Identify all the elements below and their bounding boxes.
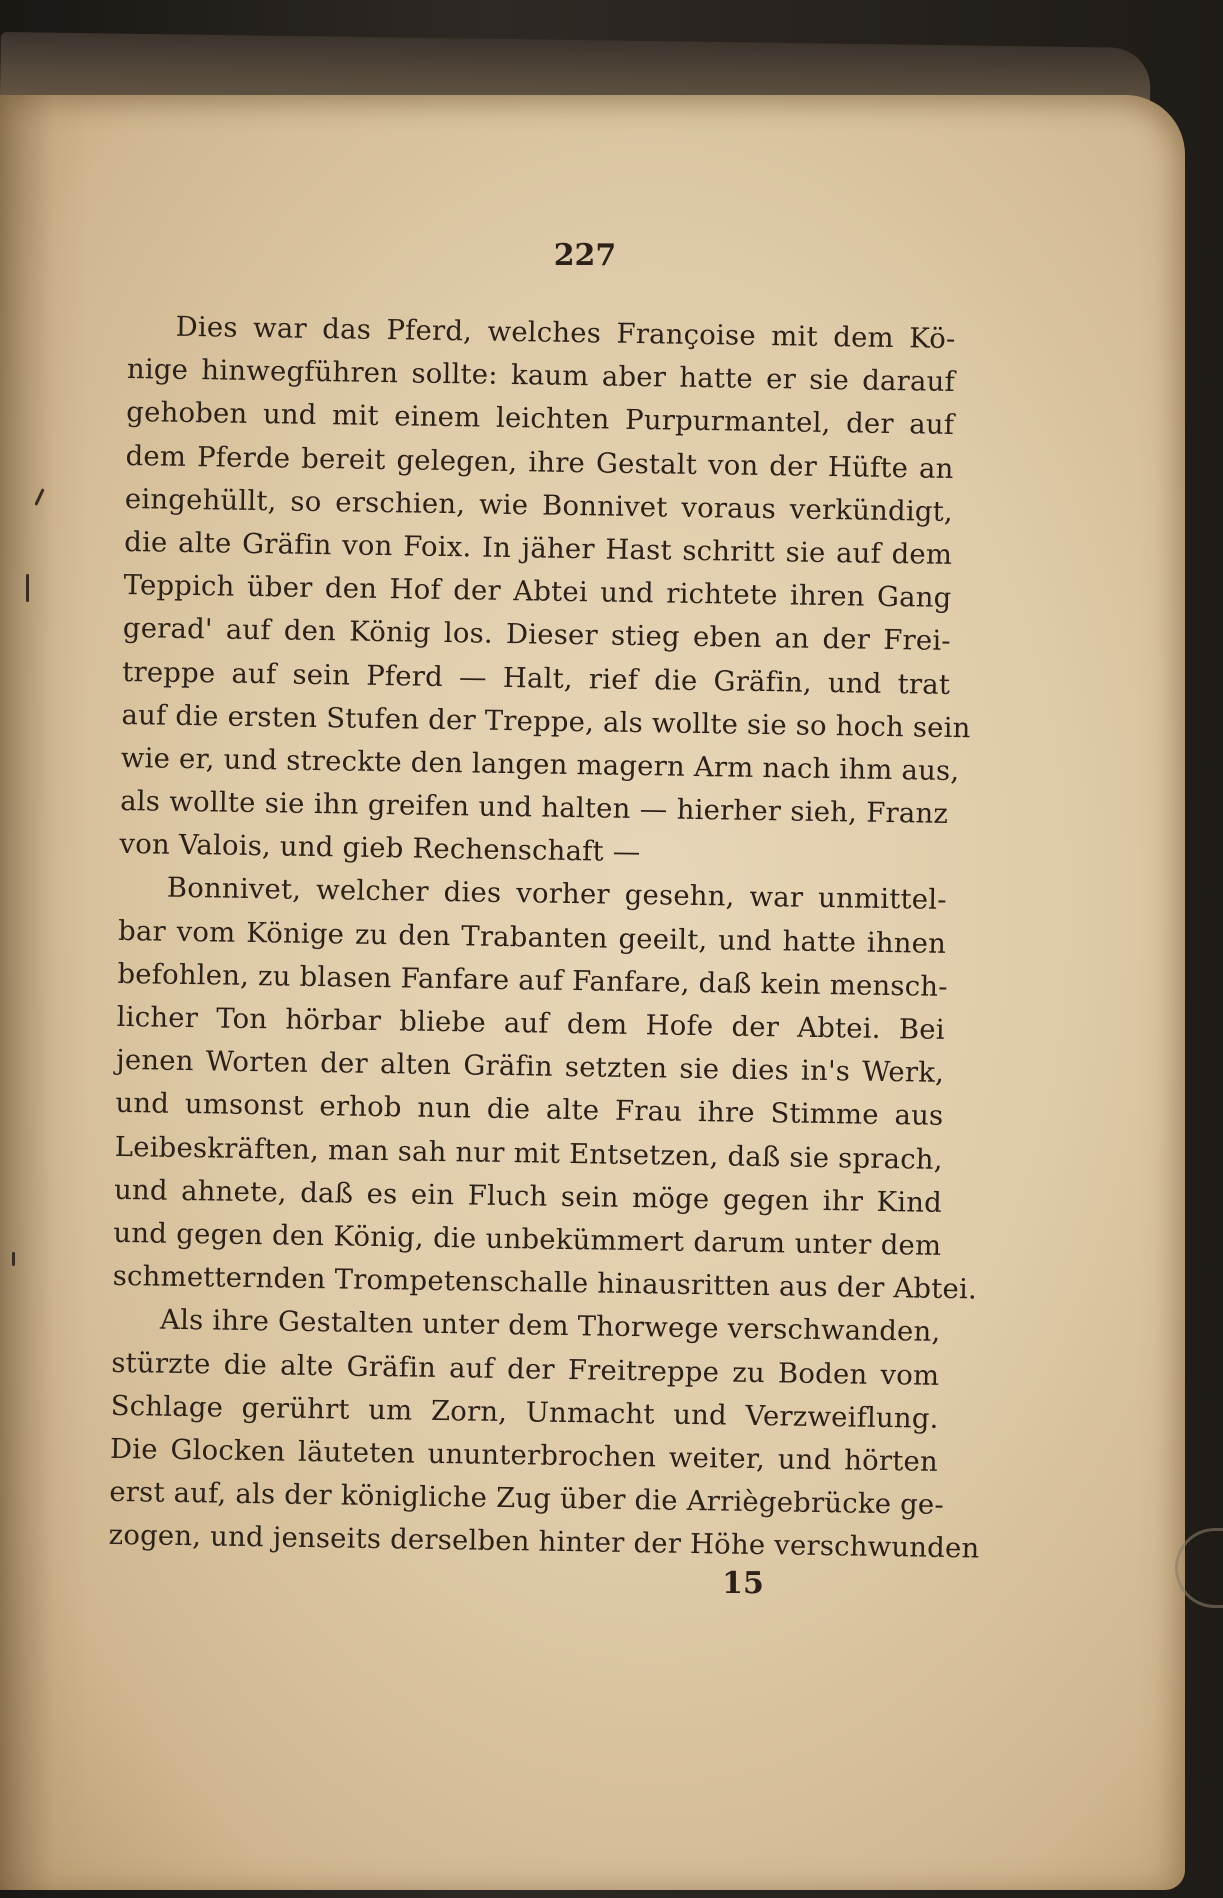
text-line: zogen, und jenseits derselben hinter der Höhe verschwunden: [108, 1519, 980, 1565]
text-line: schmetternden Trompetenschalle hinausritten aus der Abtei.: [112, 1260, 978, 1306]
text-line: treppe auf sein Pferd — Halt, rief die Gräfin, und trat: [121, 655, 951, 701]
margin-pencil-mark: [12, 1252, 15, 1266]
text-line: jenen Worten der alten Gräfin setzten sie dies in's Werk,: [115, 1044, 945, 1090]
text-line: befohlen, zu blasen Fanfare auf Fanfare, daß kein mensch-: [117, 957, 948, 1003]
text-line: gerad' auf den König los. Dieser stieg eben an der Frei-: [122, 612, 952, 658]
text-line: licher Ton hörbar bliebe auf dem Hofe der Abtei. Bei: [116, 1000, 945, 1046]
text-line: Teppich über den Hof der Abtei und richtete ihren Gang: [123, 569, 952, 615]
text-line: stürzte die alte Gräfin auf der Freitreppe zu Boden vom: [111, 1346, 940, 1392]
page-gutter-shadow: [0, 95, 90, 1890]
text-line: und gegen den König, die unbekümmert darum unter dem: [113, 1216, 942, 1262]
text-line: als wollte sie ihn greifen und halten — hierher sieh, Franz: [119, 785, 949, 831]
text-line: Als ihre Gestalten unter dem Thorwege verschwanden,: [159, 1303, 941, 1349]
text-line: Leibeskräften, man sah nur mit Entsetzen, daß sie sprach,: [114, 1130, 943, 1176]
text-line: gehoben und mit einem leichten Purpurmantel, der auf: [126, 396, 955, 442]
text-line: Die Glocken läuteten ununterbrochen weiter, und hörten: [109, 1432, 939, 1478]
text-line: wie er, und streckte den langen magern Arm nach ihm aus,: [120, 741, 960, 787]
page-number: 227: [553, 238, 617, 273]
text-line: von Valois, und gieb Rechenschaft —: [119, 828, 641, 869]
signature-mark: 15: [722, 1566, 764, 1601]
text-line: die alte Gräfin von Foix. In jäher Hast schritt sie auf dem: [124, 525, 953, 571]
text-line: erst auf, als der königliche Zug über die Arriègebrücke ge-: [109, 1475, 945, 1522]
text-line: Schlage gerührt um Zorn, Unmacht und Verzweiflung.: [110, 1389, 939, 1435]
text-line: Bonnivet, welcher dies vorher gesehn, war unmittel-: [166, 872, 948, 917]
text-line: Dies war das Pferd, welches Françoise mit dem Kö-: [175, 310, 956, 356]
text-line: nige hinwegführen sollte: kaum aber hatte er sie darauf: [126, 353, 956, 399]
text-line: bar vom Könige zu den Trabanten geeilt, und hatte ihnen: [117, 914, 947, 960]
text-line: eingehüllt, so erschien, wie Bonnivet voraus verkündigt,: [124, 482, 954, 528]
text-line: auf die ersten Stufen der Treppe, als wollte sie so hoch sein: [121, 698, 971, 744]
margin-pencil-mark: [26, 574, 29, 602]
text-line: dem Pferde bereit gelegen, ihre Gestalt von der Hüfte an: [125, 439, 954, 485]
body-text: [108, 305, 980, 1570]
text-line: und ahnete, daß es ein Fluch sein möge gegen ihr Kind: [113, 1173, 943, 1219]
text-line: und umsonst erhob nun die alte Frau ihre Stimme aus: [115, 1087, 944, 1133]
